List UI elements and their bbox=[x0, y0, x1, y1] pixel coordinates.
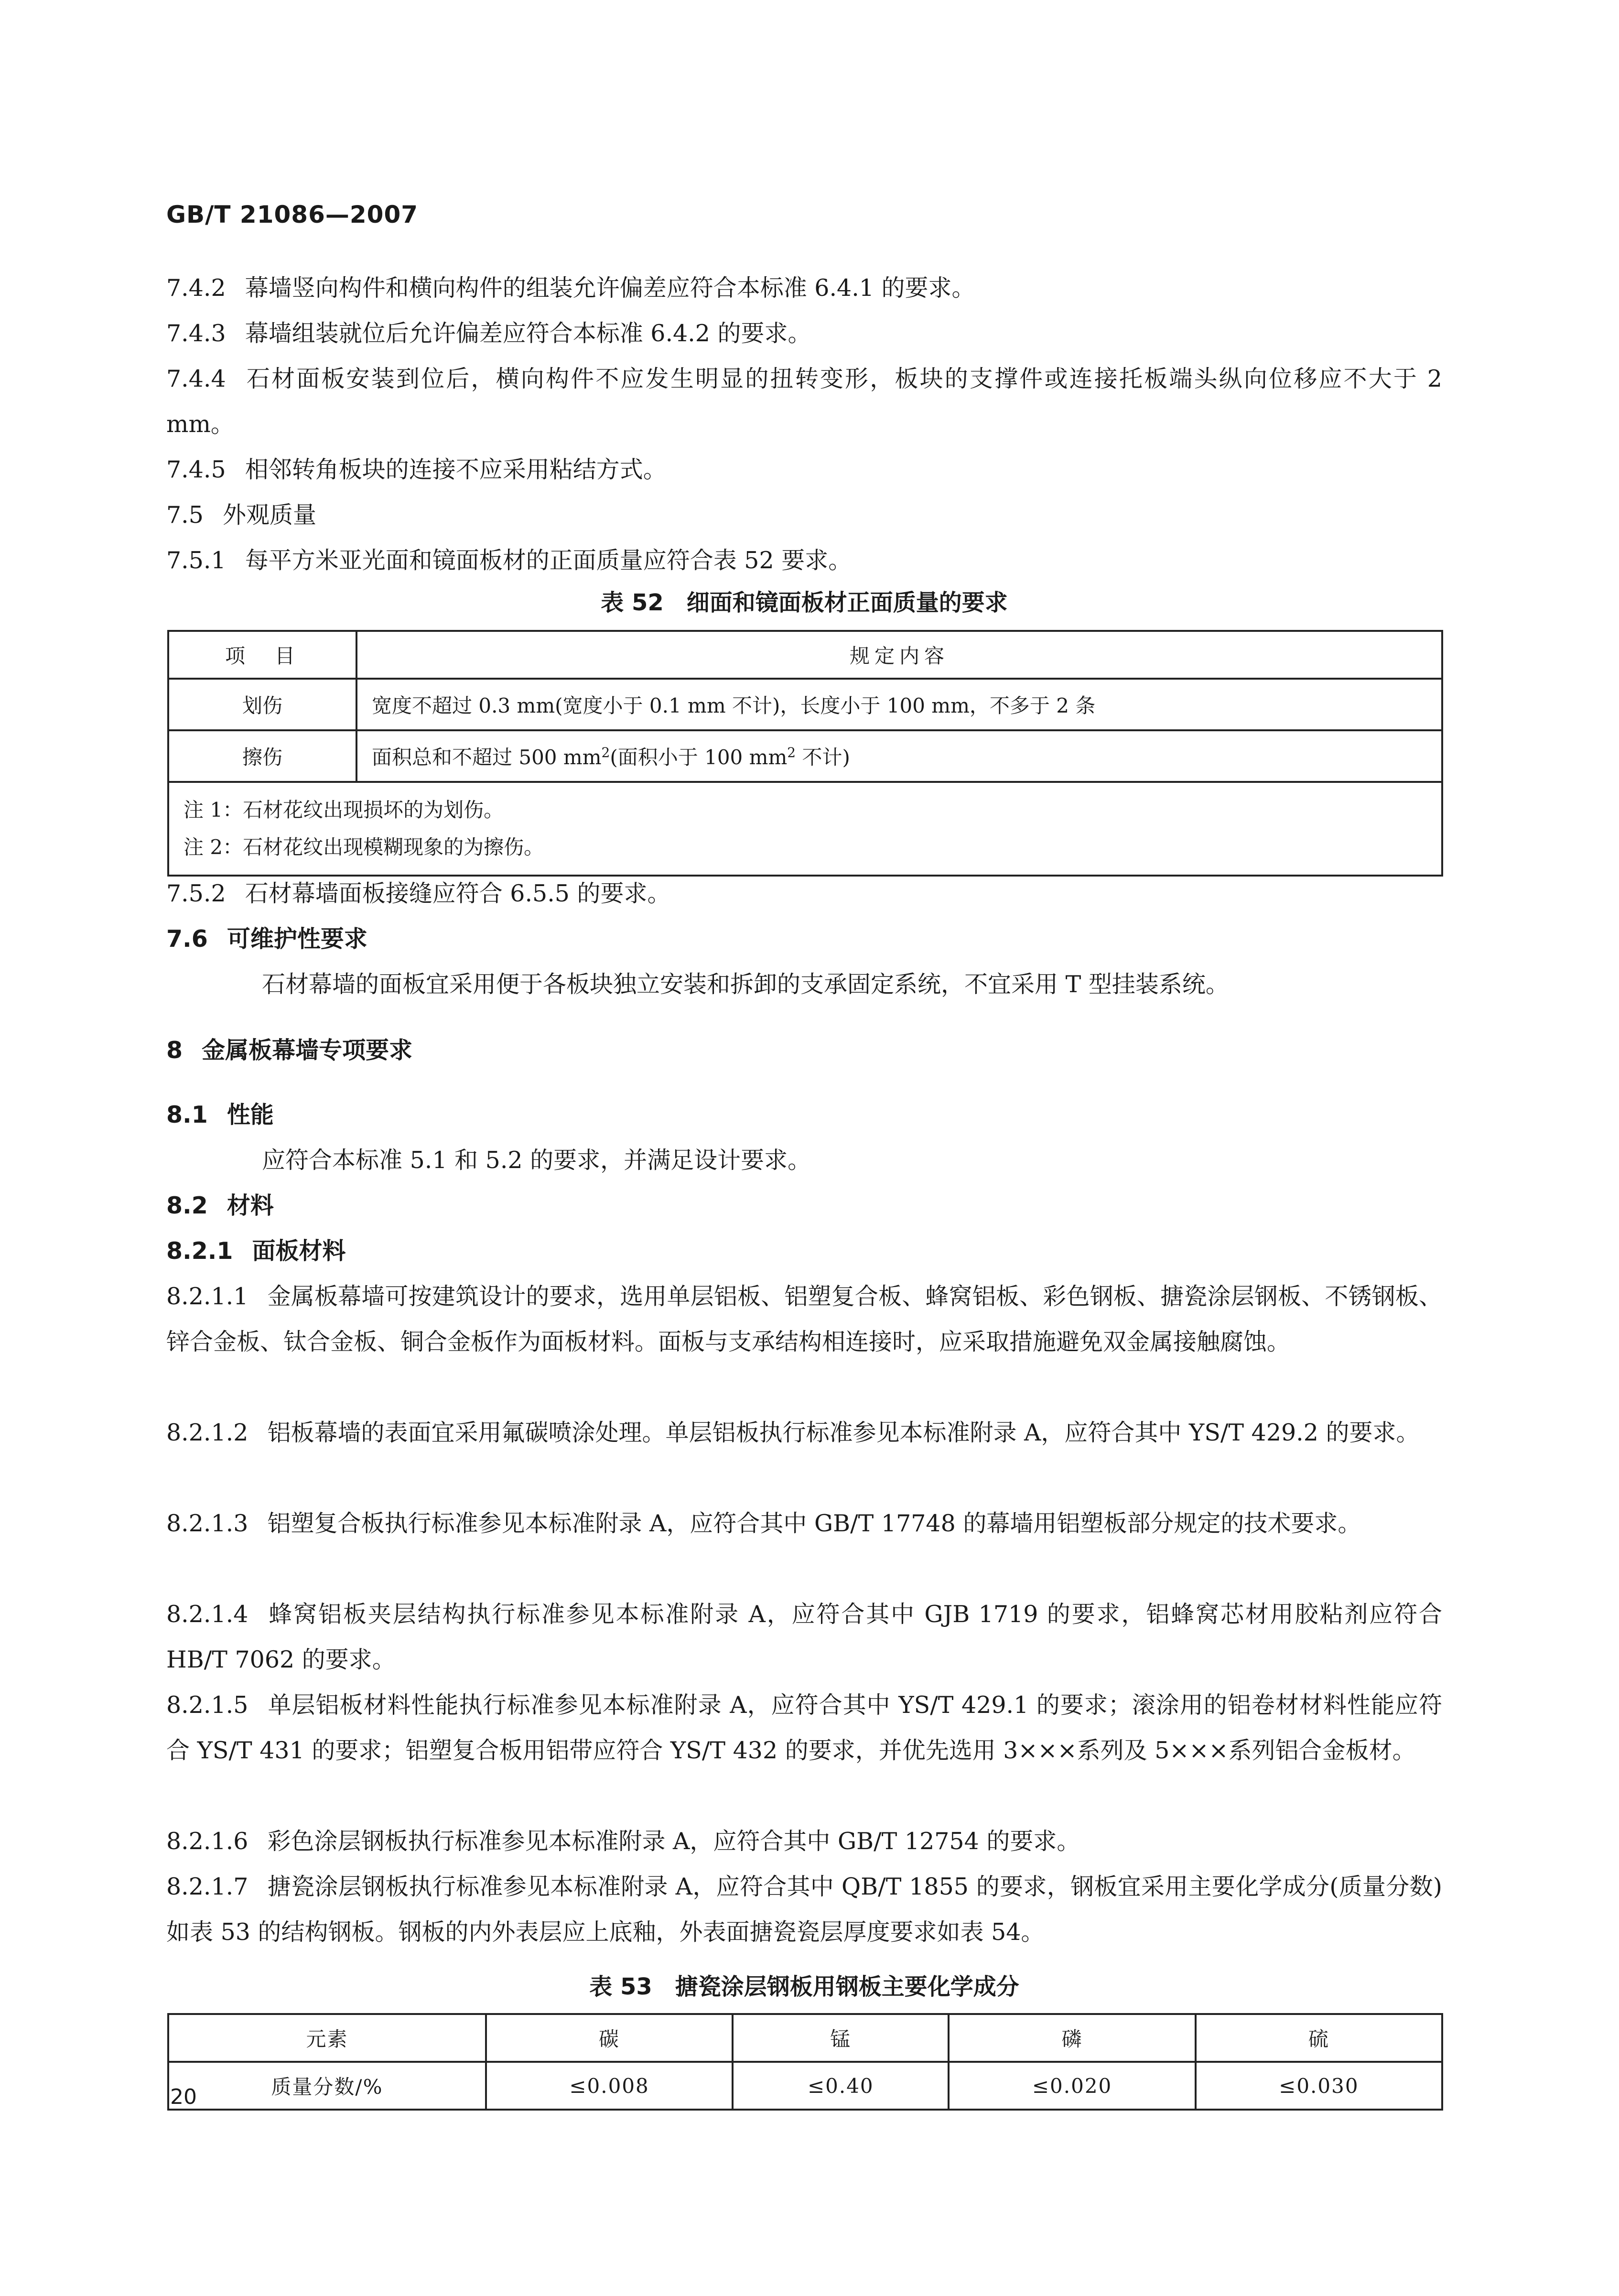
clause-number: 7.5 bbox=[166, 501, 204, 529]
table-53 bbox=[167, 2013, 1443, 2111]
clause-8-1 bbox=[166, 1092, 1442, 1137]
clause-title: 金属板幕墙专项要求 bbox=[202, 1037, 413, 1064]
clause-number: 8.2 bbox=[166, 1192, 208, 1219]
clause-title: 性能 bbox=[227, 1101, 274, 1128]
table-cell: ≤0.40 bbox=[733, 2062, 949, 2110]
table-cell: ≤0.020 bbox=[949, 2062, 1195, 2110]
clause-number: 7.5.1 bbox=[166, 547, 226, 574]
clause-text: 铝塑复合板执行标准参见本标准附录 A，应符合其中 GB/T 17748 的幕墙用铝塑板部分规定的技术要求。 bbox=[267, 1510, 1361, 1537]
clause-8-2-1-2 bbox=[166, 1410, 1442, 1455]
clause-8-2 bbox=[166, 1183, 1442, 1228]
clause-7-5-2 bbox=[166, 871, 1442, 916]
clause-number: 8.2.1.4 bbox=[166, 1601, 248, 1628]
clause-8-1-body: 应符合本标准 5.1 和 5.2 的要求，并满足设计要求。 bbox=[262, 1147, 811, 1174]
superscript: 2 bbox=[787, 745, 796, 760]
clause-text: 金属板幕墙可按建筑设计的要求，选用单层铝板、铝塑复合板、蜂窝铝板、彩色钢板、搪瓷涂层钢板、不锈钢板、锌合金板、钛合金板、铜合金板作为面板材料。面板与支承结构相连接时，应采取措施避免双金属接触腐蚀。 bbox=[166, 1283, 1442, 1355]
superscript: 2 bbox=[601, 745, 610, 760]
row-content-part: 不计) bbox=[796, 746, 850, 769]
clause-number: 8 bbox=[166, 1037, 183, 1064]
page-number: 20 bbox=[170, 2085, 197, 2109]
clause-number: 8.2.1.6 bbox=[166, 1828, 248, 1855]
clause-number: 8.2.1.5 bbox=[166, 1691, 248, 1719]
clause-text: 铝板幕墙的表面宜采用氟碳喷涂处理。单层铝板执行标准参见本标准附录 A，应符合其中 YS/T 429.2 的要求。 bbox=[267, 1419, 1420, 1446]
clause-title: 外观质量 bbox=[222, 501, 316, 529]
clause-7-4-2 bbox=[166, 265, 1442, 311]
clause-number: 7.4.5 bbox=[166, 456, 226, 483]
table-header-cell: 磷 bbox=[949, 2014, 1195, 2062]
clause-8-2-1-5 bbox=[166, 1682, 1442, 1773]
table-header-cell: 锰 bbox=[733, 2014, 949, 2062]
clause-7-6-body: 石材幕墙的面板宜采用便于各板块独立安装和拆卸的支承固定系统，不宜采用 T 型挂装系统。 bbox=[262, 971, 1229, 998]
table-notes-row bbox=[168, 782, 1442, 876]
chapter-8 bbox=[166, 1028, 1442, 1073]
clause-7-5-1 bbox=[166, 538, 1442, 583]
table-header-cell: 碳 bbox=[486, 2014, 733, 2062]
table-cell: ≤0.008 bbox=[486, 2062, 733, 2110]
clause-text: 彩色涂层钢板执行标准参见本标准附录 A，应符合其中 GB/T 12754 的要求。 bbox=[267, 1828, 1080, 1855]
clause-number: 7.4.4 bbox=[166, 365, 226, 392]
clause-8-2-1-6 bbox=[166, 1819, 1442, 1864]
clause-text: 搪瓷涂层钢板执行标准参见本标准附录 A，应符合其中 QB/T 1855 的要求，钢板宜采用主要化学成分(质量分数)如表 53 的结构钢板。钢板的内外表层应上底釉，外表面搪瓷瓷层厚度要求如表 54。 bbox=[166, 1873, 1442, 1946]
table-header-cell: 元素 bbox=[168, 2014, 486, 2062]
clause-8-2-1 bbox=[166, 1228, 1442, 1274]
row-label: 质量分数/% bbox=[168, 2062, 486, 2110]
table-row bbox=[168, 730, 1442, 782]
table-notes bbox=[168, 782, 1442, 876]
clause-8-2-1-3 bbox=[166, 1501, 1442, 1546]
clause-number: 7.4.3 bbox=[166, 320, 226, 347]
clause-text: 每平方米亚光面和镜面板材的正面质量应符合表 52 要求。 bbox=[245, 547, 852, 574]
clause-8-2-1-4 bbox=[166, 1592, 1442, 1682]
clause-text: 蜂窝铝板夹层结构执行标准参见本标准附录 A，应符合其中 GJB 1719 的要求，铝蜂窝芯材用胶粘剂应符合 HB/T 7062 的要求。 bbox=[166, 1601, 1442, 1673]
clause-text: 相邻转角板块的连接不应采用粘结方式。 bbox=[245, 456, 667, 483]
clause-text: 幕墙竖向构件和横向构件的组装允许偏差应符合本标准 6.4.1 的要求。 bbox=[245, 274, 975, 302]
table-52 bbox=[167, 630, 1443, 877]
table-cell: ≤0.030 bbox=[1196, 2062, 1442, 2110]
clause-7-6 bbox=[166, 916, 1442, 962]
clause-7-4-5 bbox=[166, 447, 1442, 492]
row-content bbox=[356, 730, 1442, 782]
clause-number: 7.5.2 bbox=[166, 880, 226, 907]
row-content: 宽度不超过 0.3 mm(宽度小于 0.1 mm 不计)，长度小于 100 mm，不多于 2 条 bbox=[356, 679, 1442, 730]
table-52-caption: 表 52 细面和镜面板材正面质量的要求 bbox=[601, 589, 1008, 616]
clause-text: 石材面板安装到位后，横向构件不应发生明显的扭转变形，板块的支撑件或连接托板端头纵向位移应不大于 2 mm。 bbox=[166, 365, 1442, 438]
table-header-row bbox=[168, 631, 1442, 679]
row-item: 擦伤 bbox=[168, 730, 356, 782]
row-item: 划伤 bbox=[168, 679, 356, 730]
table-header-row bbox=[168, 2014, 1442, 2062]
clause-number: 8.2.1 bbox=[166, 1237, 233, 1265]
clause-8-2-1-1 bbox=[166, 1274, 1442, 1365]
clause-text: 单层铝板材料性能执行标准参见本标准附录 A，应符合其中 YS/T 429.1 的要求；滚涂用的铝卷材材料性能应符合 YS/T 431 的要求；铝塑复合板用铝带应符合 YS/T 432 的要求，并优先选用 3×××系列及 5×××系列铝合金板材。 bbox=[166, 1691, 1442, 1764]
clause-number: 7.4.2 bbox=[166, 274, 226, 302]
row-content-part: (面积小于 100 mm bbox=[610, 746, 788, 769]
clause-number: 8.2.1.2 bbox=[166, 1419, 248, 1446]
standard-code: GB/T 21086—2007 bbox=[166, 201, 419, 228]
clause-title: 材料 bbox=[227, 1192, 274, 1219]
clause-number: 8.2.1.1 bbox=[166, 1283, 248, 1310]
table-header-item: 项 目 bbox=[168, 631, 356, 679]
clause-title: 可维护性要求 bbox=[227, 925, 367, 953]
row-content-part: 面积总和不超过 500 mm bbox=[372, 746, 602, 769]
clause-number: 8.2.1.7 bbox=[166, 1873, 248, 1900]
clause-7-4-3 bbox=[166, 311, 1442, 356]
clause-number: 8.2.1.3 bbox=[166, 1510, 248, 1537]
table-53-caption: 表 53 搪瓷涂层钢板用钢板主要化学成分 bbox=[589, 1973, 1019, 2000]
clause-title: 面板材料 bbox=[252, 1237, 346, 1265]
table-row bbox=[168, 2062, 1442, 2110]
clause-number: 8.1 bbox=[166, 1101, 208, 1128]
table-note: 注 2：石材花纹出现模糊现象的为擦伤。 bbox=[183, 835, 544, 859]
clause-text: 石材幕墙面板接缝应符合 6.5.5 的要求。 bbox=[245, 880, 671, 907]
table-header-content: 规定内容 bbox=[356, 631, 1442, 679]
clause-text: 幕墙组装就位后允许偏差应符合本标准 6.4.2 的要求。 bbox=[245, 320, 811, 347]
clause-number: 7.6 bbox=[166, 925, 208, 953]
clause-8-2-1-7 bbox=[166, 1864, 1442, 1955]
table-note: 注 1：石材花纹出现损坏的为划伤。 bbox=[183, 798, 504, 822]
clause-7-5 bbox=[166, 492, 1442, 538]
clause-7-4-4 bbox=[166, 356, 1442, 447]
table-row bbox=[168, 679, 1442, 730]
table-header-cell: 硫 bbox=[1196, 2014, 1442, 2062]
